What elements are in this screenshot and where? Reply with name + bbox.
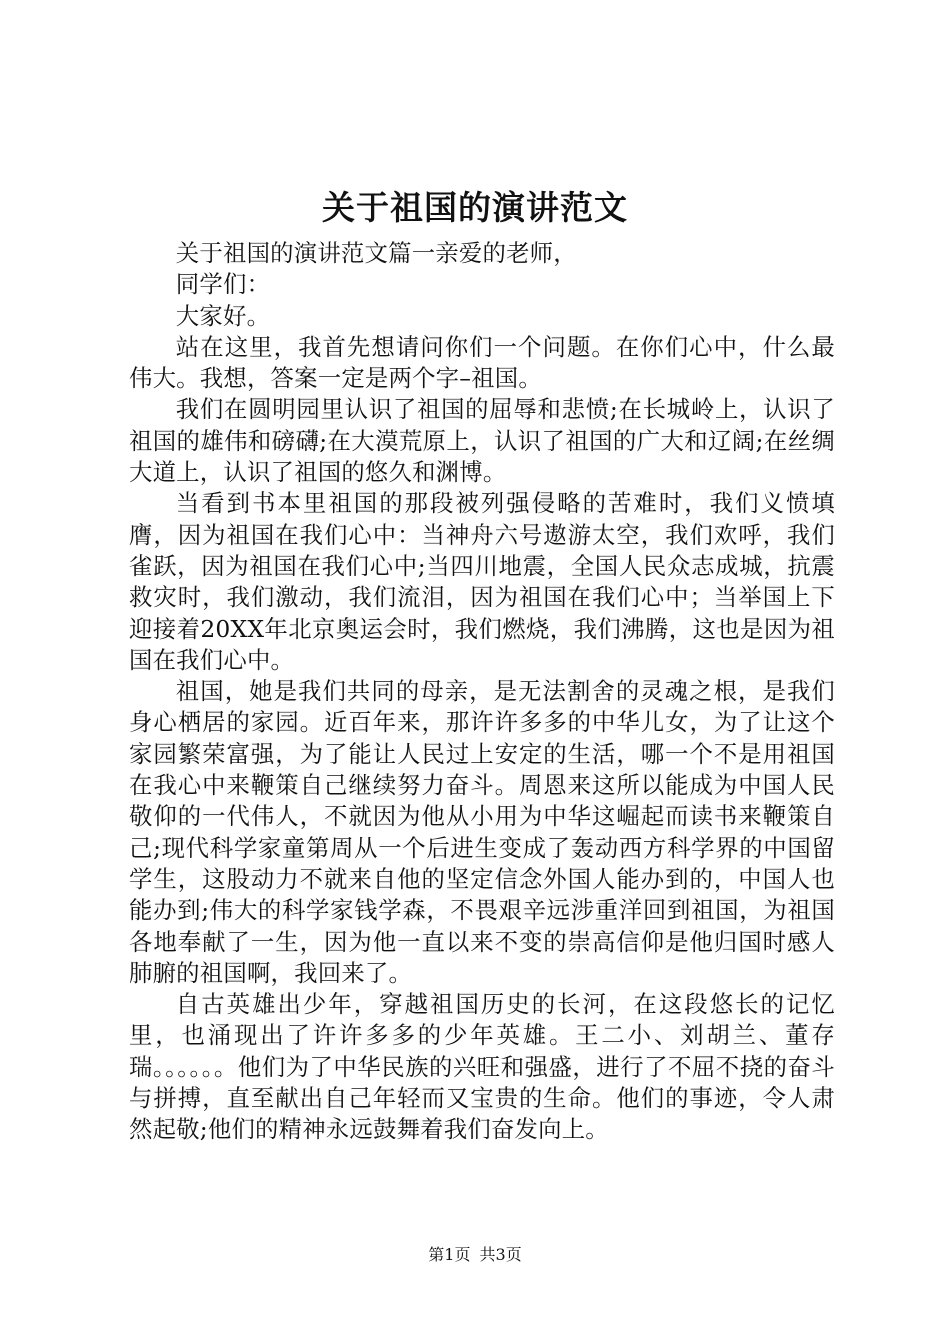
paragraph-6: 当看到书本里祖国的那段被列强侵略的苦难时，我们义愤填膺，因为祖国在我们心中：当神舟六号遨游太空，我们欢呼，我们雀跃，因为祖国在我们心中;当四川地震，全国人民众志成城，抗震救灾时，我们激动，我们流泪，因为祖国在我们心中；当举国上下迎接着20XX年北京奥运会时，我们燃烧，我们沸腾，这也是因为祖国在我们心中。 (129, 489, 835, 674)
page-number-total: 共3页 (479, 1245, 522, 1264)
paragraph-5: 我们在圆明园里认识了祖国的屈辱和悲愤;在长城岭上，认识了祖国的雄伟和磅礴;在大漠荒原上，认识了祖国的广大和辽阔;在丝绸大道上，认识了祖国的悠久和渊博。 (129, 395, 835, 487)
page-number-current: 第1页 (428, 1245, 471, 1264)
page-footer (0, 1244, 950, 1266)
paragraph-1: 关于祖国的演讲范文篇一亲爱的老师， (175, 239, 577, 267)
paragraph-4: 站在这里，我首先想请问你们一个问题。在你们心中，什么最伟大。我想，答案一定是两个字–祖国。 (129, 332, 835, 393)
paragraph-7: 祖国，她是我们共同的母亲，是无法割舍的灵魂之根，是我们身心栖居的家园。近百年来，那许许多多的中华儿女，为了让这个家园繁荣富强，为了能让人民过上安定的生活，哪一个不是用祖国在我心中来鞭策自己继续努力奋斗。周恩来这所以能成为中国人民敬仰的一代伟人，不就因为他从小用为中华这崛起而读书来鞭策自己;现代科学家童第周从一个后进生变成了轰动西方科学界的中国留学生，这股动力不就来自他的坚定信念外国人能办到的，中国人也能办到;伟大的科学家钱学森，不畏艰辛远涉重洋回到祖国，为祖国各地奉献了一生，因为他一直以来不变的崇高信仰是他归国时感人肺腑的祖国啊，我回来了。 (129, 677, 835, 987)
paragraph-3: 大家好。 (175, 301, 271, 330)
document-body (129, 238, 835, 1146)
paragraph-8: 自古英雄出少年，穿越祖国历史的长河，在这段悠长的记忆里，也涌现出了许许多多的少年英雄。王二小、刘胡兰、董存瑞。。。。。。他们为了中华民族的兴旺和强盛，进行了不屈不挠的奋斗与拼搏，直至献出自己年轻而又宝贵的生命。他们的事迹，令人肃然起敬;他们的精神永远鼓舞着我们奋发向上。 (129, 990, 835, 1144)
document-title: 关于祖国的演讲范文 (322, 188, 628, 227)
paragraph-2: 同学们： (175, 270, 271, 299)
